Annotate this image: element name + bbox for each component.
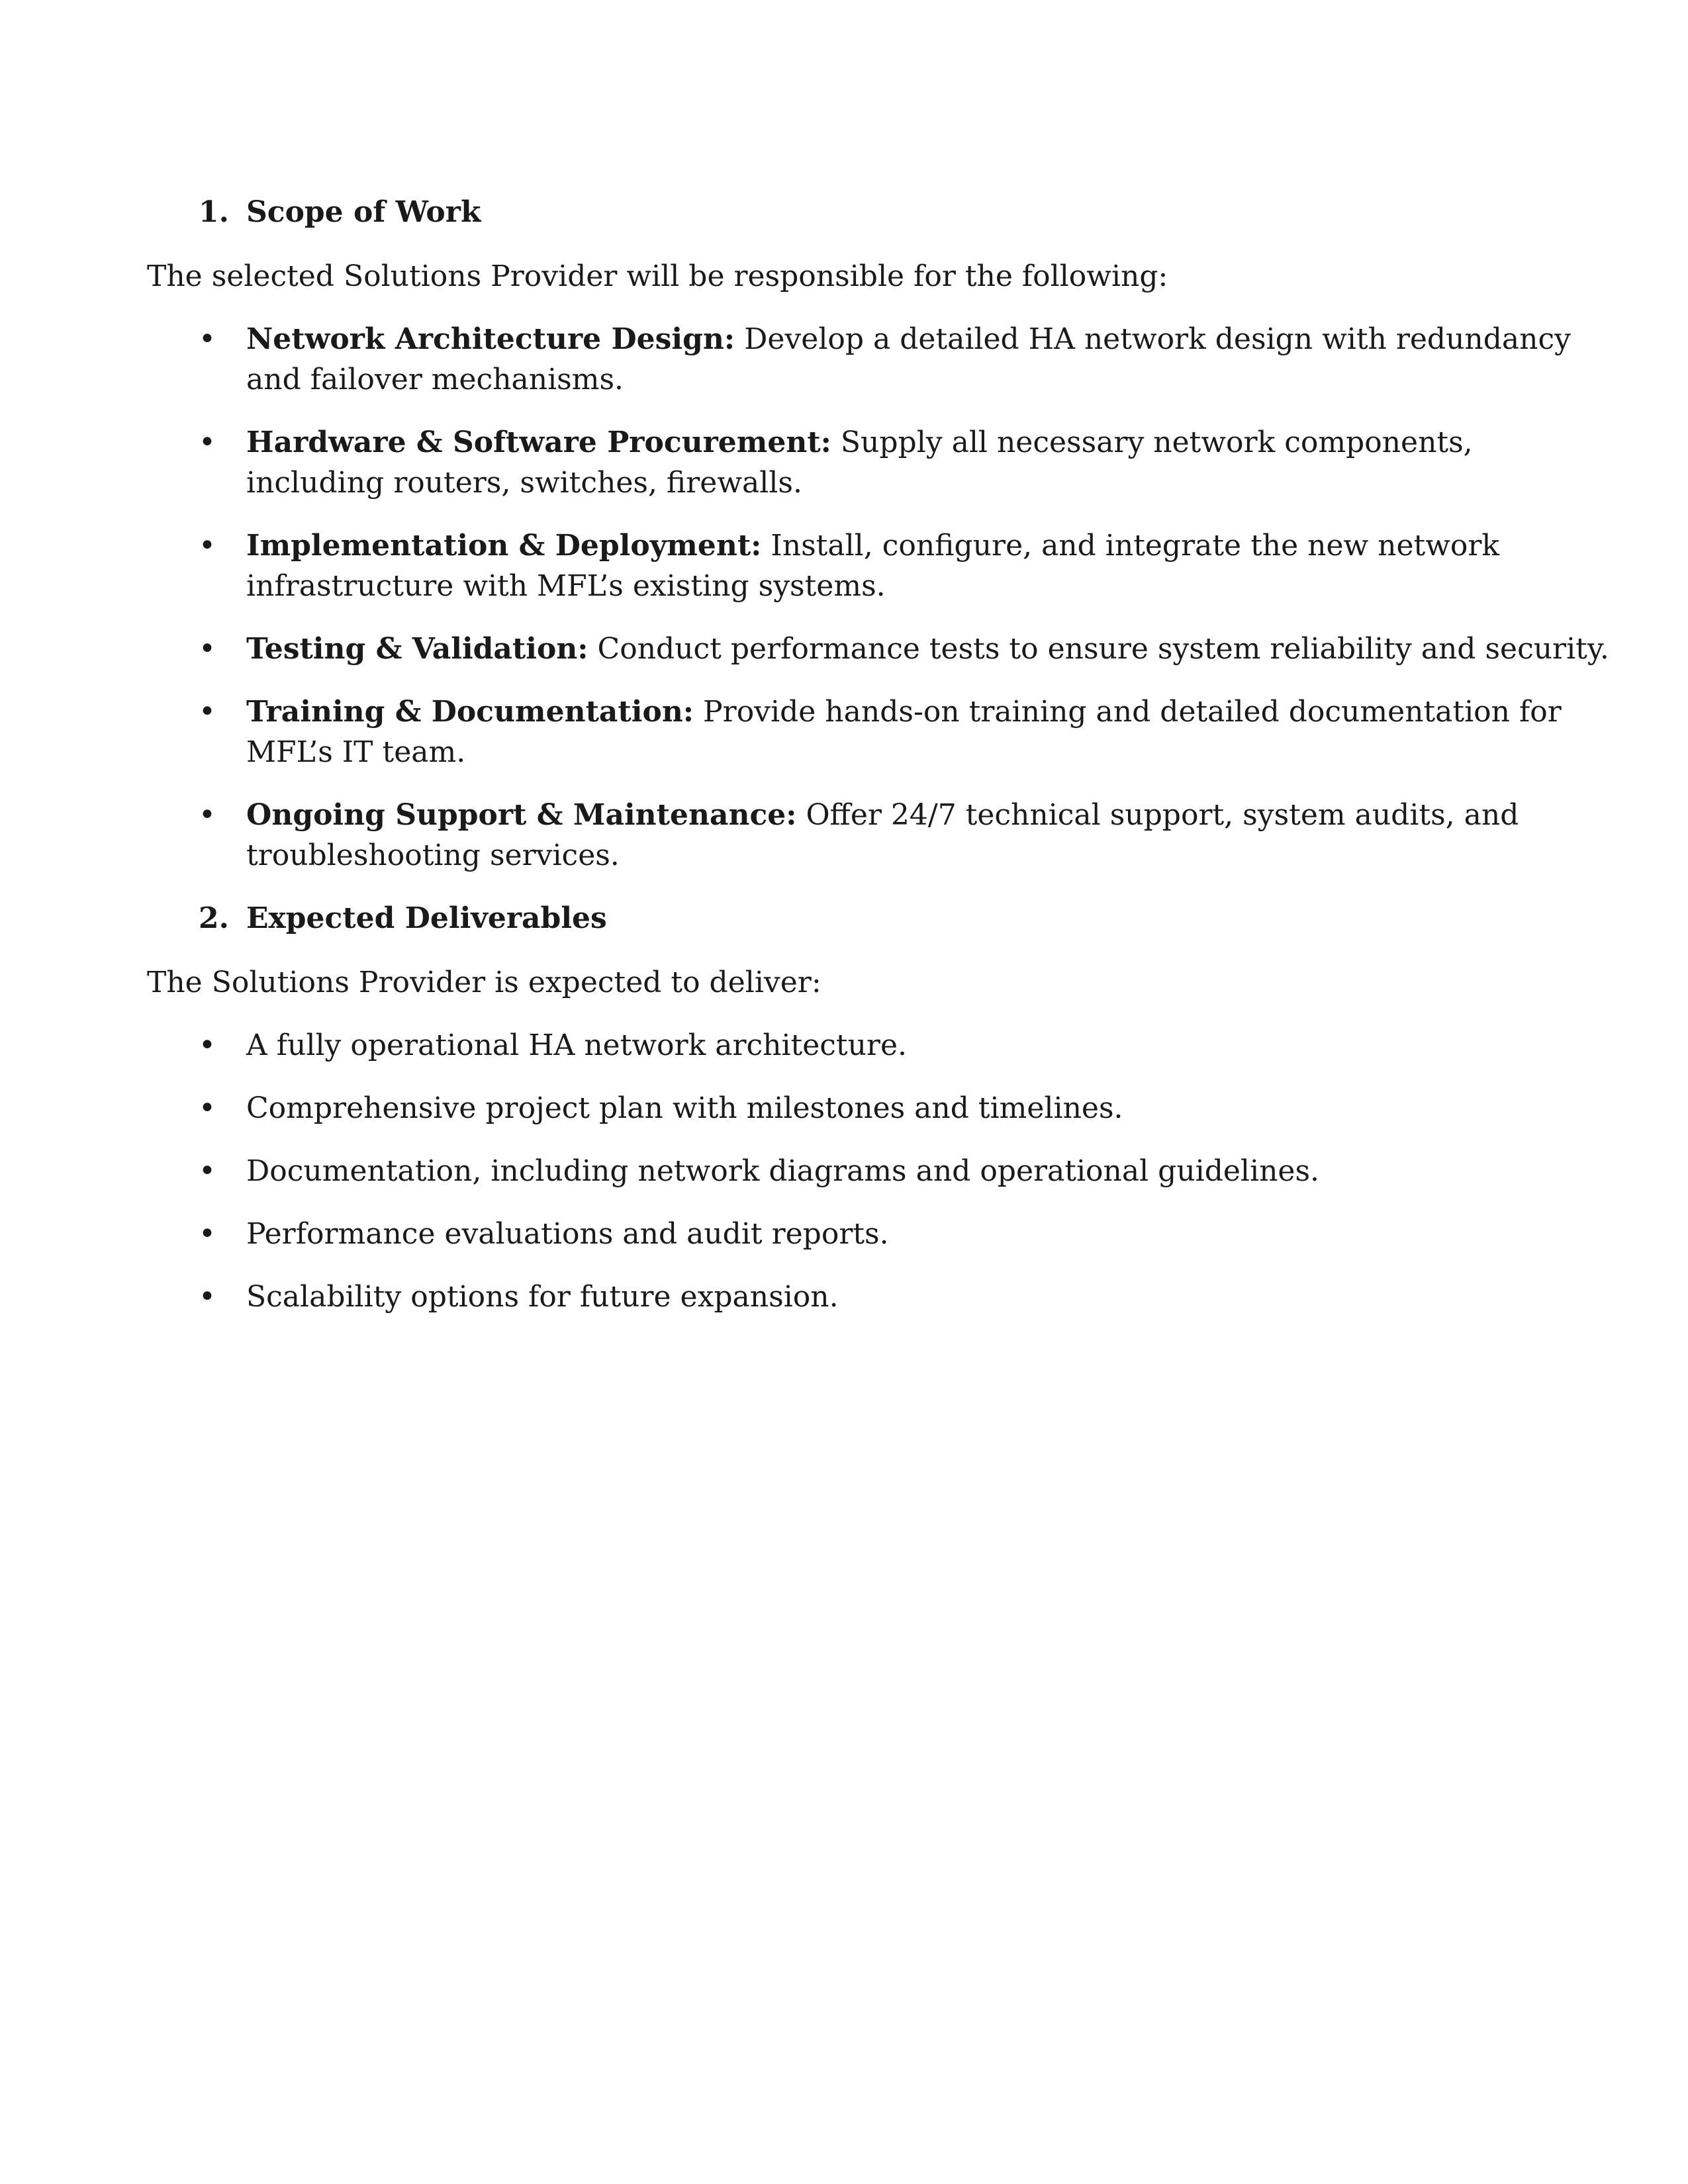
bullet-icon: • [199,1217,216,1251]
section-number: 2. [199,901,229,935]
list-item [147,422,1617,503]
item-text: Offer 24/7 technical support, system audits, and troubleshooting services. [246,798,1519,872]
item-term: Network Architecture Design: [246,322,735,356]
section-number: 1. [199,195,229,229]
bullet-icon: • [199,1028,216,1062]
scope-list [147,319,1617,876]
list-item [147,1214,1617,1254]
bullet-icon: • [199,322,216,356]
item-text: Develop a detailed HA network design with redundancy and failover mechanisms. [246,322,1571,396]
section-heading-scope-of-work [147,192,1617,232]
list-item [147,1277,1617,1317]
bullet-icon: • [199,426,216,459]
item-term: Hardware & Software Procurement: [246,426,831,459]
item-text: Install, configure, and integrate the new network infrastructure with MFL’s existing systems. [246,529,1500,603]
item-term: Implementation & Deployment: [246,529,762,563]
list-item [147,795,1617,876]
list-item [147,692,1617,772]
item-text: A fully operational HA network architecture. [246,1028,907,1062]
bullet-icon: • [199,1091,216,1125]
bullet-icon: • [199,529,216,563]
item-text: Supply all necessary network components, including routers, switches, firewalls. [246,426,1473,500]
section-intro: The selected Solutions Provider will be responsible for the following: [147,259,1168,293]
section-title: Scope of Work [246,195,481,229]
bullet-icon: • [199,1280,216,1314]
item-text: Conduct performance tests to ensure system reliability and security. [588,632,1609,666]
section-intro: The Solutions Provider is expected to deliver: [147,966,821,999]
item-text: Scalability options for future expansion. [246,1280,839,1314]
list-item [147,1025,1617,1066]
document-content [147,192,1617,1317]
deliverables-list [147,1025,1617,1317]
bullet-icon: • [199,798,216,832]
section-heading-expected-deliverables [147,898,1617,938]
bullet-icon: • [199,1154,216,1188]
item-term: Testing & Validation: [246,632,588,666]
section-title: Expected Deliverables [246,901,607,935]
list-item [147,319,1617,400]
item-text: Comprehensive project plan with milestones and timelines. [246,1091,1123,1125]
item-text: Performance evaluations and audit reports. [246,1217,889,1251]
list-item [147,525,1617,606]
item-text: Provide hands-on training and detailed documentation for MFL’s IT team. [246,695,1562,769]
list-item [147,629,1617,669]
bullet-icon: • [199,695,216,729]
list-item [147,1151,1617,1191]
bullet-icon: • [199,632,216,666]
item-term: Training & Documentation: [246,695,694,729]
item-term: Ongoing Support & Maintenance: [246,798,797,832]
item-text: Documentation, including network diagrams and operational guidelines. [246,1154,1320,1188]
list-item [147,1088,1617,1128]
